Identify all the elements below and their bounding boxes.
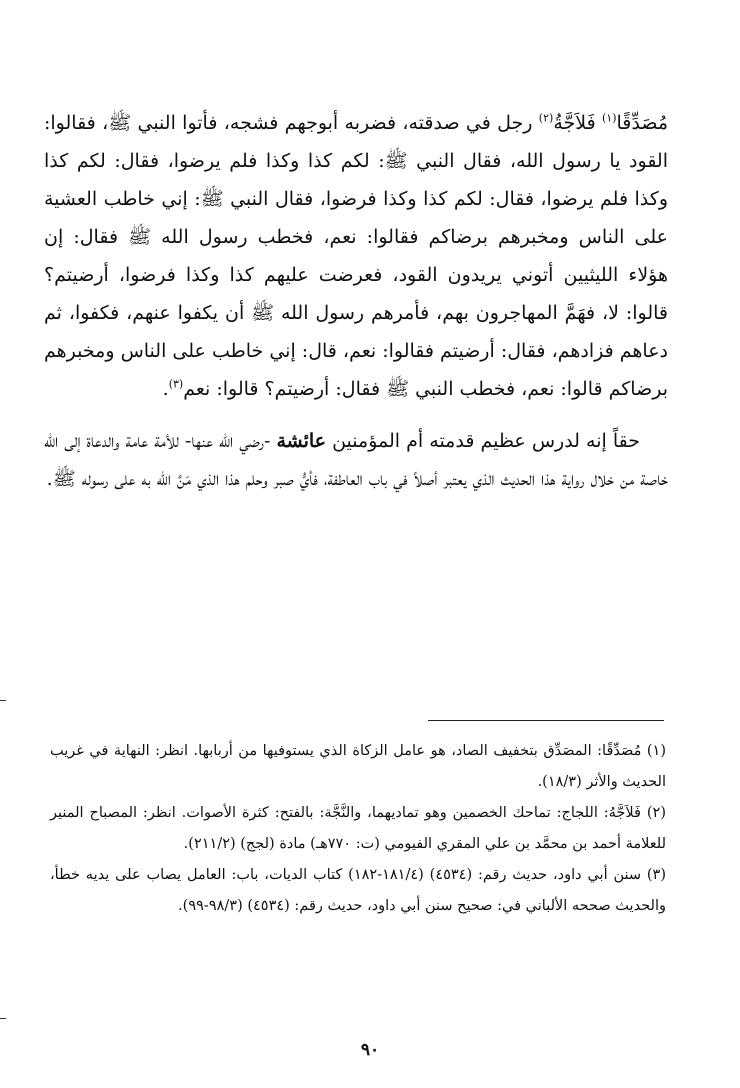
paragraph1-start: مُصَدِّقًا bbox=[616, 112, 668, 134]
paragraph2-before-name: حقاً إنه لدرس عظيم قدمته أم المؤمنين bbox=[326, 430, 641, 452]
footnote-separator bbox=[428, 720, 664, 721]
paragraph1-word2: فَلاَجَّةُ bbox=[553, 112, 602, 134]
paragraph2-name: عائشة bbox=[276, 430, 327, 452]
paragraph-hadith bbox=[44, 104, 668, 408]
footnote-ref-2: (٢) bbox=[538, 111, 554, 125]
footnote-ref-1: (١) bbox=[601, 111, 617, 125]
paragraph2-after-name: -رضي الله عنها- للأمة عامة والدعاة إلى الله خاصة من خلال رواية هذا الحديث الذي يعتبر أصلاً في باب العاطفة، فأيُّ صبر وحلم هذا الذي مَنَّ الله به على رسوله ﷺ. bbox=[44, 430, 668, 490]
footnote-1: (١) مُصَدِّقًا: المصَدِّق بتخفيف الصاد، هو عامل الزكاة الذي يستوفيها من أربابها. انظر: النهاية في غريب الحديث والأثر (١٨/٣). bbox=[50, 743, 666, 790]
footnotes bbox=[50, 736, 666, 922]
footnote-ref-3: (٣) bbox=[168, 377, 184, 391]
page-number: ٩٠ bbox=[360, 1040, 380, 1060]
main-text bbox=[44, 104, 668, 498]
margin-mark bbox=[0, 1018, 6, 1019]
paragraph1-body: رجل في صدقته، فضربه أبوجهم فشجه، فأتوا النبي ﷺ، فقالوا: القود يا رسول الله، فقال النبي ﷺ: لكم كذا وكذا فلم يرضوا، فقال: لكم كذا وكذا فلم يرضوا، فقال: لكم كذا وكذا فرضوا، فقال النبي ﷺ: إني خاطب العشية على الناس ومخبرهم برضاكم فقالوا: نعم، فخطب رسول الله ﷺ فقال: إن هؤلاء الليثيين أتوني يريدون القود، فعرضت عليهم كذا وكذا فرضوا، أرضيتم؟ قالوا: لا، فهَمَّ المهاجرون بهم، فأمرهم رسول الله ﷺ أن يكفوا عنهم، فكفوا، ثم دعاهم فزادهم، فقال: أرضيتم فقالوا: نعم، قال: إني خاطب على الناس ومخبرهم برضاكم قالوا: نعم، فخطب النبي ﷺ فقال: أرضيتم؟ قالوا: نعم bbox=[44, 112, 668, 400]
footnote-2: (٢) فَلاَجَّهُ: اللجاج: تماحك الخصمين وهو تماديهما، والنَّجَّة: بالفتح: كثرة الأصوات. انظر: المصباح المنير للعلامة أحمد بن محمَّد بن علي المقري الفيومي (ت: ٧٧٠هـ) مادة (لجج) (٢١١/٢). bbox=[50, 805, 666, 852]
paragraph-commentary bbox=[44, 422, 668, 498]
footnote-3: (٣) سنن أبي داود، حديث رقم: (٤٥٣٤) (١٨١/٤-١٨٢) كتاب الديات، باب: العامل يصاب على يديه خطأ، والحديث صححه الألباني في: صحيح سنن أبي داود، حديث رقم: (٤٥٣٤) (٩٨/٣-٩٩). bbox=[50, 867, 666, 914]
margin-mark bbox=[0, 700, 6, 701]
paragraph1-end: . bbox=[162, 378, 169, 400]
